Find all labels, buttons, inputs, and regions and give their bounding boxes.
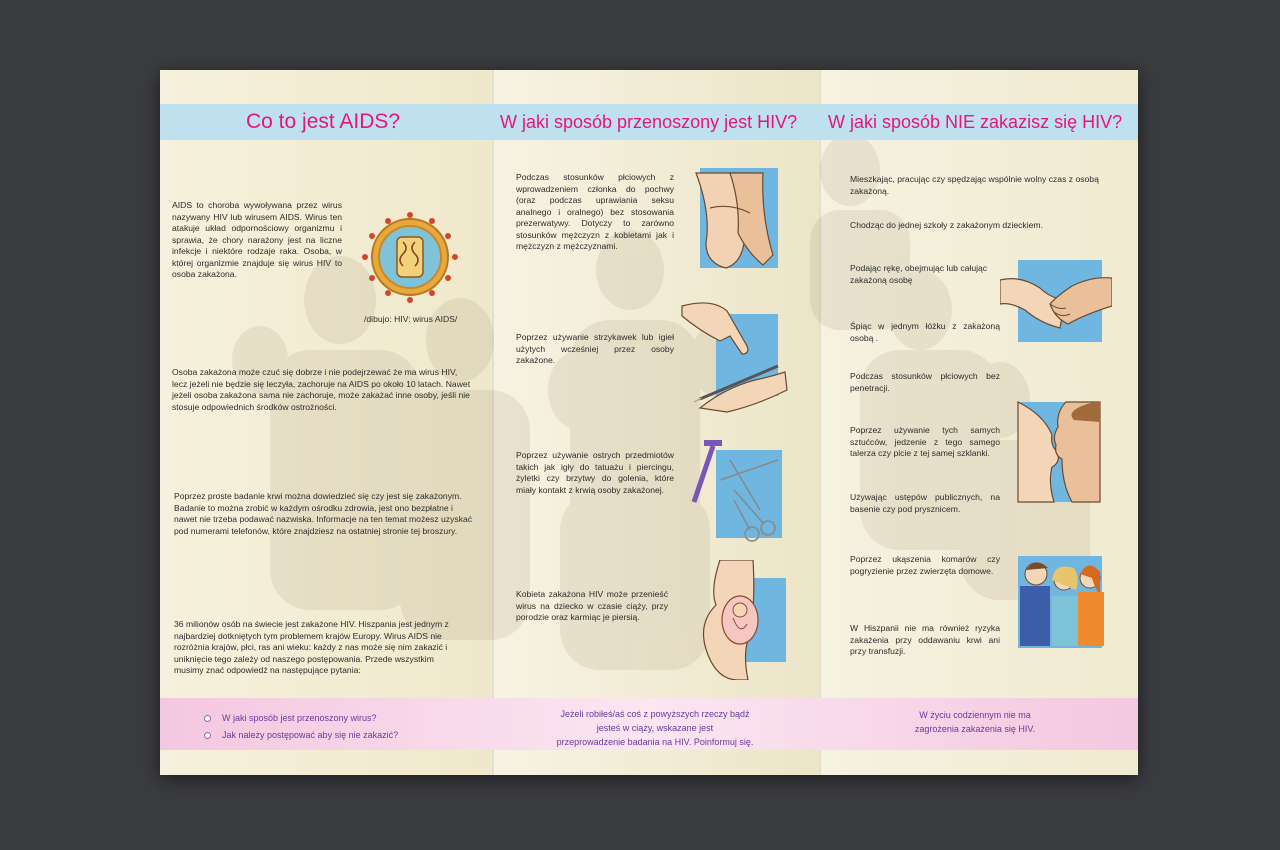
- transmission-footer-line-3: przeprowadzenie badania na HIV. Poinformuj się.: [556, 737, 754, 747]
- question-bullet-2: [204, 732, 211, 739]
- transmission-footer-line-1: Jeżeli robiłeś/aś coś z powyższych rzeczy bądź: [560, 709, 750, 719]
- fold-line-2: [819, 70, 821, 775]
- no-risk-footer-line-2: zagrożenia zakażenia się HIV.: [914, 724, 1036, 734]
- virus-diagram-icon: [360, 210, 460, 305]
- transmission-item-1: Podczas stosunków płciowych z wprowadzeniem członka do pochwy (oraz podczas uprawiania seksu analnego i oralnego) bez stosowania prezerwatywy. Dotyczy to zarówno stosunków mężczyzn z kobietami jak i mężczyzn z mężczyznami.: [516, 172, 674, 251]
- title-transmission: W jaki sposób przenoszony jest HIV?: [500, 112, 798, 132]
- aids-para3: Poprzez proste badanie krwi można dowiedzieć się czy jest się zakażonym. Badanie to można zrobić w każdym ośrodku zdrowia, jest ono bezpłatne i nawet nie trzeba podawać nazwiska. Informacje na ten temat możesz uzyskać pod numerami telefonów, które znajdziesz na ostatniej stronie tej broszury.: [174, 491, 473, 536]
- title-aids: Co to jest AIDS?: [246, 110, 401, 133]
- razor-needles-icon: [690, 440, 788, 550]
- no-risk-item-8: Poprzez ukąszenia komarów czy pogryzienie przez zwierzęta domowe.: [850, 554, 1000, 576]
- question-2: Jak należy postępować aby się nie zakazić?: [222, 730, 399, 740]
- aids-intro: AIDS to choroba wywoływana przez wirus nazywany HIV lub wirusem AIDS. Wirus ten atakuje układ odpornościowy organizmu i sprawia, że chory narażony jest na liczne infekcje i niektóre rodzaje raka. Osoba, w której organizmie znajduje się wirus HIV to osoba zakażona.: [172, 200, 342, 279]
- transmission-item-4: Kobieta zakażona HIV może przenieść wirus na dziecko w czasie ciąży, przy porodzie oraz karmiąc je piersią.: [516, 589, 668, 622]
- title-no-risk: W jaki sposób NIE zakazisz się HIV?: [828, 112, 1123, 132]
- couple-embrace-icon: [690, 168, 780, 273]
- syringe-hands-icon: [680, 296, 788, 416]
- no-risk-item-6: Poprzez używanie tych samych sztućców, jedzenie z tego samego talerza czy picie z tej samej szklanki.: [850, 425, 1000, 458]
- brochure: [160, 70, 1138, 775]
- people-group-icon: [1014, 552, 1106, 652]
- no-risk-footer-line-1: W życiu codziennym nie ma: [919, 710, 1031, 720]
- no-risk-item-4: Śpiąc w jednym łóżku z zakażoną osobą .: [850, 321, 1000, 343]
- no-risk-item-5: Podczas stosunków płciowych bez penetracji.: [850, 371, 1000, 393]
- no-risk-item-1: Mieszkając, pracując czy spędzając wspólnie wolny czas z osobą zakażoną.: [850, 174, 1099, 196]
- transmission-item-3: Poprzez używanie ostrych przedmiotów takich jak igły do tatuażu i piercingu, żyletki czy brzytwy do golenia, które miały kontakt z krwią osoby zakażonej.: [516, 450, 674, 495]
- no-risk-item-9: W Hiszpanii nie ma również ryzyka zakażenia przy oddawaniu krwi ani przy transfuzji.: [850, 623, 1000, 656]
- fold-line-1: [492, 70, 494, 775]
- no-risk-item-3: Podając rękę, obejmując lub całując zakażoną osobę: [850, 263, 988, 285]
- kiss-icon: [1014, 400, 1104, 505]
- handshake-icon: [1000, 258, 1112, 344]
- virus-caption: /dibujo: HIV: wirus AIDS/: [364, 314, 458, 324]
- no-risk-footer: [850, 708, 1100, 736]
- question-1: W jaki sposób jest przenoszony wirus?: [222, 713, 377, 723]
- aids-para2: Osoba zakażona może czuć się dobrze i nie podejrzewać że ma wirus HIV, lecz jeżeli nie będzie się leczyła, zachoruje na AIDS po około 10 latach. Nawet jeżeli osoba zakażona sama nie zachoruje, może zakażać inne osoby, jeśli nie stosuje odpowiednich środków ostrożności.: [172, 367, 471, 412]
- aids-para4: 36 milionów osób na świecie jest zakażone HIV. Hiszpania jest jednym z najbardziej dotkniętych tym problemem krajów Europy. Wirus AIDS nie rozróżnia krajów, płci, ras ani wieku: każdy z nas może się nim zakazić i uniknięcie tego zależy od naszego postępowania. Przede wszystkim musimy znać odpowiedź na następujące pytania:: [174, 619, 449, 675]
- transmission-item-2: Poprzez używanie strzykawek lub igieł użytych wcześniej przez osoby zakażone.: [516, 332, 674, 365]
- no-risk-item-7: Używając ustępów publicznych, na basenie czy pod prysznicem.: [850, 492, 1000, 514]
- transmission-footer: [530, 707, 780, 749]
- pregnant-belly-icon: [700, 560, 788, 680]
- question-bullet-1: [204, 715, 211, 722]
- transmission-footer-line-2: jesteś w ciąży, wskazane jest: [596, 723, 714, 733]
- no-risk-item-2: Chodząc do jednej szkoły z zakażonym dzieckiem.: [850, 220, 1043, 230]
